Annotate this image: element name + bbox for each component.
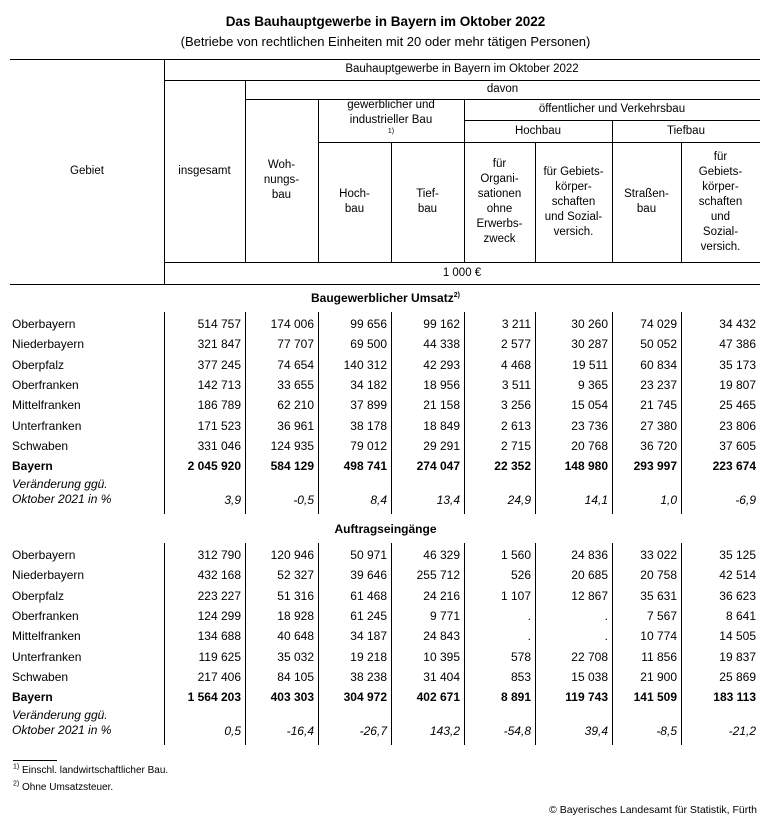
table-row: [10, 646, 762, 666]
header-gewerblich: gewerblicher und industrieller Bau $^{1)}$: [347, 99, 435, 136]
table-cell: 22 352: [494, 459, 531, 474]
table-cell: 36 961: [277, 418, 314, 433]
table-cell: 37 605: [719, 438, 756, 453]
row-label: Oberfranken: [12, 609, 79, 624]
table-cell: 217 406: [197, 669, 241, 684]
table-cell: 36 720: [640, 438, 677, 453]
row-label: Veränderung ggü. Oktober 2021 in %: [12, 477, 112, 507]
page-title: Das Bauhauptgewerbe in Bayern im Oktober 2022: [225, 14, 546, 29]
table-cell: 12 867: [571, 588, 608, 603]
table-row: [10, 626, 762, 646]
row-label: Schwaben: [12, 438, 69, 453]
table-row: [10, 565, 762, 585]
table-cell: 30 287: [571, 337, 608, 352]
table-cell: -0,5: [293, 493, 314, 508]
table-cell: 7 567: [646, 609, 677, 624]
table-row: [10, 395, 762, 415]
table-cell: 18 928: [277, 609, 314, 624]
table-cell: 36 623: [719, 588, 756, 603]
table-row: [10, 545, 762, 565]
table-cell: 403 303: [270, 690, 314, 705]
total-row: [10, 687, 762, 707]
table-cell: 34 432: [719, 317, 756, 332]
table-cell: 35 125: [719, 548, 756, 563]
header-tiefbau-group: Tiefbau: [667, 124, 705, 137]
table-cell: 1,0: [660, 493, 677, 508]
table-cell: 402 671: [416, 690, 460, 705]
table-cell: 24 216: [423, 588, 460, 603]
table-cell: 19 218: [350, 649, 387, 664]
table-cell: 293 997: [633, 459, 677, 474]
table-cell: 3 511: [501, 378, 531, 393]
table-cell: 21 900: [640, 669, 677, 684]
table-cell: 312 790: [197, 548, 241, 563]
header-top: Bauhauptgewerbe in Bayern im Oktober 2022: [345, 63, 579, 75]
table-cell: 23 806: [719, 418, 756, 433]
table-cell: 69 500: [350, 337, 387, 352]
table-cell: 1 560: [500, 548, 531, 563]
total-row: [10, 456, 762, 476]
table-cell: .: [527, 629, 531, 644]
table-cell: 119 625: [198, 649, 241, 664]
header-insgesamt: insgesamt: [178, 164, 231, 177]
table-cell: 46 329: [423, 548, 460, 563]
table-cell: .: [604, 629, 608, 644]
table-cell: 42 293: [423, 357, 460, 372]
table-cell: 377 245: [197, 357, 241, 372]
table-cell: 8,4: [370, 493, 387, 508]
table-cell: 50 971: [350, 548, 387, 563]
table-cell: 31 404: [423, 669, 460, 684]
table-cell: 119 743: [565, 690, 608, 705]
header-gebietskoerper-hoch: für Gebiets- körper- schaften und Sozial- versich.: [543, 165, 604, 238]
table-cell: 174 006: [270, 317, 314, 332]
header-hochbau: Hoch- bau: [339, 188, 370, 215]
table-cell: 304 972: [343, 690, 387, 705]
footnote-rule: [13, 760, 57, 761]
table-cell: -26,7: [359, 724, 387, 739]
table-cell: 20 685: [571, 568, 608, 583]
table-cell: 34 182: [350, 378, 387, 393]
header-gebiet: Gebiet: [70, 165, 104, 177]
row-label: Mittelfranken: [12, 398, 81, 413]
table-cell: 22 708: [571, 649, 608, 664]
table-cell: 24 843: [423, 629, 460, 644]
row-label: Mittelfranken: [12, 629, 81, 644]
table-cell: 62 210: [277, 398, 314, 413]
table-cell: 142 713: [197, 378, 241, 393]
table-cell: 74 654: [277, 357, 314, 372]
table-cell: 526: [510, 568, 531, 583]
table-cell: 10 774: [640, 629, 677, 644]
table-cell: 52 327: [277, 568, 314, 583]
table-cell: 79 012: [350, 438, 387, 453]
table-cell: 35 032: [277, 649, 314, 664]
table-cell: -8,5: [656, 724, 677, 739]
page-subtitle: (Betriebe von rechtlichen Einheiten mit 20 oder mehr tätigen Personen): [180, 34, 591, 49]
table-cell: 42 514: [719, 568, 756, 583]
table-cell: 25 465: [719, 398, 756, 413]
table-cell: 37 899: [350, 398, 387, 413]
table-cell: 124 299: [197, 609, 241, 624]
table-cell: -16,4: [286, 724, 314, 739]
table-cell: 186 789: [197, 398, 241, 413]
row-label: Unterfranken: [12, 649, 82, 664]
table-cell: 15 054: [571, 398, 608, 413]
table-row: [10, 586, 762, 606]
row-label: Bayern: [12, 690, 53, 705]
table-cell: 20 768: [571, 438, 608, 453]
table-row: [10, 314, 762, 334]
row-label: Oberpfalz: [12, 357, 65, 372]
table-cell: 148 980: [564, 459, 608, 474]
table-cell: 33 022: [640, 548, 677, 563]
table-cell: 1 107: [500, 588, 531, 603]
table-row: [10, 375, 762, 395]
copyright: © Bayerisches Landesamt für Statistik, Fürth: [549, 804, 757, 816]
table-cell: 21 745: [640, 398, 677, 413]
change-row: [10, 476, 762, 508]
table-cell: 143,2: [429, 724, 460, 739]
table-cell: 15 038: [571, 669, 608, 684]
table-cell: .: [604, 609, 608, 624]
row-label: Veränderung ggü. Oktober 2021 in %: [12, 708, 112, 738]
table-cell: 120 946: [270, 548, 314, 563]
table-cell: 0,5: [224, 724, 241, 739]
table-cell: 141 509: [633, 690, 677, 705]
row-label: Oberfranken: [12, 378, 79, 393]
change-row: [10, 707, 762, 739]
table-cell: 24,9: [507, 493, 531, 508]
header-unit: 1 000 €: [442, 266, 482, 279]
table-cell: 2 715: [500, 438, 531, 453]
table-cell: 171 523: [197, 418, 241, 433]
table-cell: 14 505: [719, 629, 756, 644]
header-wohnungsbau: Woh- nungs- bau: [263, 159, 300, 201]
table-cell: 25 869: [719, 669, 756, 684]
table-cell: 4 468: [500, 357, 531, 372]
table-row: [10, 355, 762, 375]
table-cell: 8 641: [725, 609, 756, 624]
table-cell: 11 856: [641, 649, 677, 664]
table-cell: 30 260: [571, 317, 608, 332]
table-cell: 38 178: [350, 418, 387, 433]
table-cell: 1 564 203: [187, 690, 241, 705]
table-cell: 99 656: [350, 317, 387, 332]
table-cell: 223 227: [197, 588, 241, 603]
table-cell: 40 648: [277, 629, 314, 644]
header-oeffentlich: öffentlicher und Verkehrsbau: [538, 103, 686, 115]
table-cell: 38 238: [350, 669, 387, 684]
header-hochbau-group: Hochbau: [514, 124, 562, 137]
table-cell: 223 674: [712, 459, 756, 474]
table-cell: 134 688: [197, 629, 241, 644]
table-cell: 19 807: [719, 378, 756, 393]
table-cell: 432 168: [197, 568, 241, 583]
header-gebietskoerper-tief: für Gebiets- körper- schaften und Sozial- versich.: [698, 150, 743, 253]
table-cell: 578: [510, 649, 531, 664]
table-cell: 77 707: [277, 337, 314, 352]
table-cell: 18 956: [423, 378, 460, 393]
row-label: Oberpfalz: [12, 588, 65, 603]
header-tiefbau: Tief- bau: [416, 188, 439, 215]
row-label: Niederbayern: [12, 568, 85, 583]
table-cell: 2 613: [500, 418, 531, 433]
data-table-auftrag: [10, 545, 762, 739]
table-cell: 2 045 920: [187, 459, 241, 474]
table-cell: 84 105: [277, 669, 314, 684]
table-cell: 183 113: [713, 690, 756, 705]
table-cell: 34 187: [350, 629, 387, 644]
data-table-umsatz: [10, 314, 762, 508]
table-cell: 3 256: [500, 398, 531, 413]
table-cell: 584 129: [270, 459, 314, 474]
table-cell: 514 757: [197, 317, 241, 332]
table-cell: 853: [510, 669, 531, 684]
table-cell: 39 646: [350, 568, 387, 583]
footnote-2: $^{2)}$ Ohne Umsatzsteuer.: [13, 780, 114, 793]
table-cell: 3,9: [224, 493, 241, 508]
table-cell: 44 338: [423, 337, 460, 352]
table-cell: 23 736: [571, 418, 608, 433]
table-row: [10, 667, 762, 687]
table-row: [10, 606, 762, 626]
table-row: [10, 334, 762, 354]
table-cell: 255 712: [416, 568, 460, 583]
table-cell: 13,4: [436, 493, 460, 508]
table-cell: 10 395: [423, 649, 460, 664]
table-cell: 29 291: [423, 438, 460, 453]
table-cell: 18 849: [423, 418, 460, 433]
table-cell: -54,8: [503, 724, 531, 739]
table-cell: 27 380: [640, 418, 677, 433]
table-cell: 21 158: [423, 398, 460, 413]
table-cell: 47 386: [719, 337, 756, 352]
table-cell: 35 631: [640, 588, 677, 603]
footnote-1: $^{1)}$ Einschl. landwirtschaftlicher Bau.: [13, 763, 169, 776]
table-cell: 74 029: [640, 317, 677, 332]
row-label: Schwaben: [12, 669, 69, 684]
rule-header-bottom: [10, 284, 760, 285]
table-cell: 9 771: [429, 609, 460, 624]
table-row: [10, 436, 762, 456]
table-cell: 124 935: [270, 438, 314, 453]
table-cell: 274 047: [416, 459, 460, 474]
header-strassenbau: Straßen- bau: [624, 188, 669, 215]
section-title-auftrag: Auftragseingänge: [334, 522, 437, 536]
header-davon: davon: [486, 83, 519, 95]
table-cell: 19 511: [572, 357, 608, 372]
row-label: Unterfranken: [12, 418, 82, 433]
table-cell: 498 741: [343, 459, 387, 474]
table-cell: 321 847: [197, 337, 241, 352]
row-label: Niederbayern: [12, 337, 85, 352]
table-cell: 23 237: [640, 378, 677, 393]
table-cell: 19 837: [719, 649, 756, 664]
table-cell: 3 211: [501, 317, 531, 332]
table-cell: 51 316: [277, 588, 314, 603]
table-cell: 61 245: [350, 609, 387, 624]
table-cell: 20 758: [640, 568, 677, 583]
table-cell: 60 834: [640, 357, 677, 372]
row-label: Oberbayern: [12, 317, 76, 332]
table-cell: 8 891: [500, 690, 531, 705]
table-cell: 331 046: [197, 438, 241, 453]
table-cell: .: [527, 609, 531, 624]
table-cell: 39,4: [584, 724, 608, 739]
row-label: Oberbayern: [12, 548, 76, 563]
row-label: Bayern: [12, 459, 53, 474]
table-cell: 61 468: [350, 588, 387, 603]
table-cell: 50 052: [640, 337, 677, 352]
table-cell: -6,9: [735, 493, 756, 508]
section-title-umsatz: Baugewerblicher Umsatz$^{2)}$: [311, 291, 460, 305]
table-row: [10, 415, 762, 435]
table-cell: 35 173: [719, 357, 756, 372]
table-cell: 140 312: [343, 357, 387, 372]
table-cell: -21,2: [728, 724, 756, 739]
table-cell: 33 655: [277, 378, 314, 393]
table-cell: 2 577: [500, 337, 531, 352]
table-cell: 99 162: [423, 317, 460, 332]
table-cell: 9 365: [577, 378, 608, 393]
table-cell: 24 836: [571, 548, 608, 563]
table-cell: 14,1: [584, 493, 608, 508]
header-organisationen: für Organi- sationen ohne Erwerbs- zweck: [476, 158, 523, 245]
